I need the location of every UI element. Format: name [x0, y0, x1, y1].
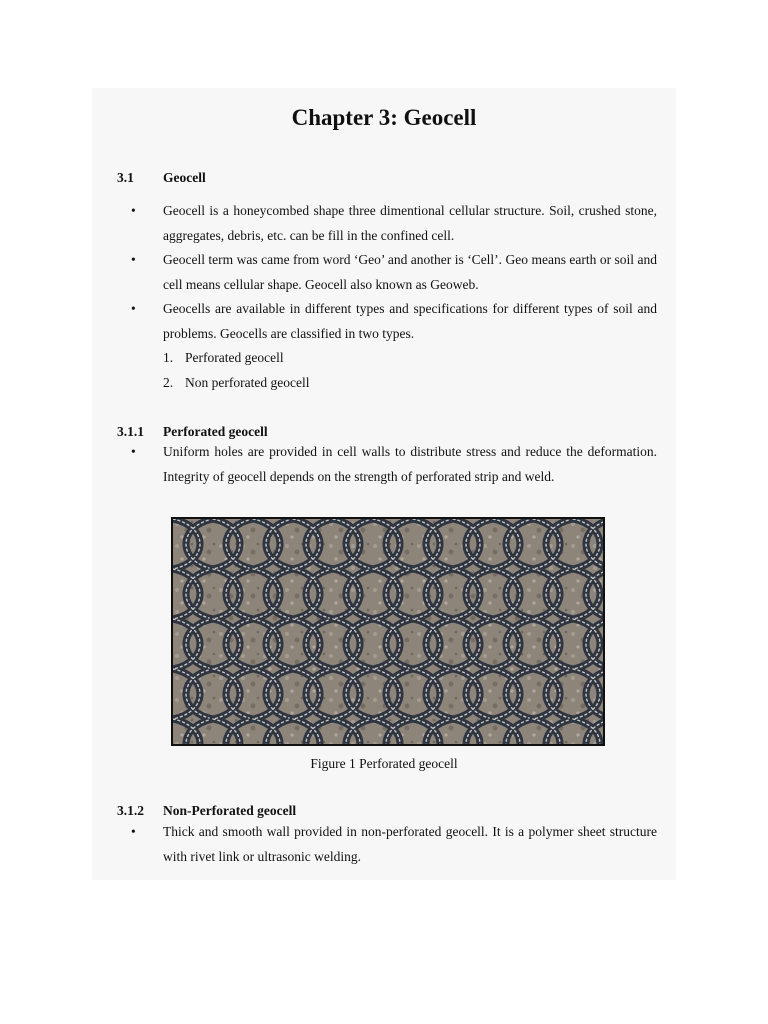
section-heading-3-1-2	[117, 803, 296, 819]
figure-caption: Figure 1 Perforated geocell	[310, 756, 458, 771]
list-text: Perforated geocell	[185, 350, 284, 365]
bullet-icon: •	[131, 444, 136, 459]
geocell-image-icon	[173, 519, 603, 744]
list-text: Non perforated geocell	[185, 375, 310, 390]
section-title: Non-Perforated geocell	[163, 803, 297, 818]
bullet-icon: •	[131, 824, 136, 839]
section-number: 3.1.2	[117, 803, 144, 818]
bullet-text: Thick and smooth wall provided in non-perforated geocell. It is a polymer sheet structure with rivet link or ultrasonic welding.	[163, 824, 657, 864]
list-number: 2.	[163, 375, 174, 390]
section-title: Perforated geocell	[163, 424, 268, 439]
bullet-icon: •	[131, 252, 136, 267]
bullet-icon: •	[131, 203, 136, 218]
list-number: 1.	[163, 350, 174, 365]
list-item	[163, 346, 284, 371]
bullet-text: Geocell is a honeycombed shape three dimentional cellular structure. Soil, crushed stone, aggregates, debris, etc. can be fill in the confined cell.	[163, 203, 657, 243]
section-number: 3.1.1	[117, 424, 144, 439]
chapter-title: Chapter 3: Geocell	[291, 105, 477, 130]
perforated-geocell-photo	[171, 517, 605, 746]
section-number: 3.1	[117, 170, 134, 185]
bullet-text: Geocells are available in different types and specifications for different types of soil and problems. Geocells are classified in two types.	[163, 301, 657, 341]
section-title: Geocell	[163, 170, 206, 185]
section-heading-3-1	[117, 170, 206, 186]
section-heading-3-1-1	[117, 424, 268, 440]
bullet-text: Uniform holes are provided in cell walls to distribute stress and reduce the deformation. Integrity of geocell depends on the strength of perforated strip and weld.	[163, 444, 657, 484]
bullet-text: Geocell term was came from word ‘Geo’ and another is ‘Cell’. Geo means earth or soil and cell means cellular shape. Geocell also known as Geoweb.	[163, 252, 657, 292]
list-item	[163, 371, 309, 396]
bullet-icon: •	[131, 301, 136, 316]
